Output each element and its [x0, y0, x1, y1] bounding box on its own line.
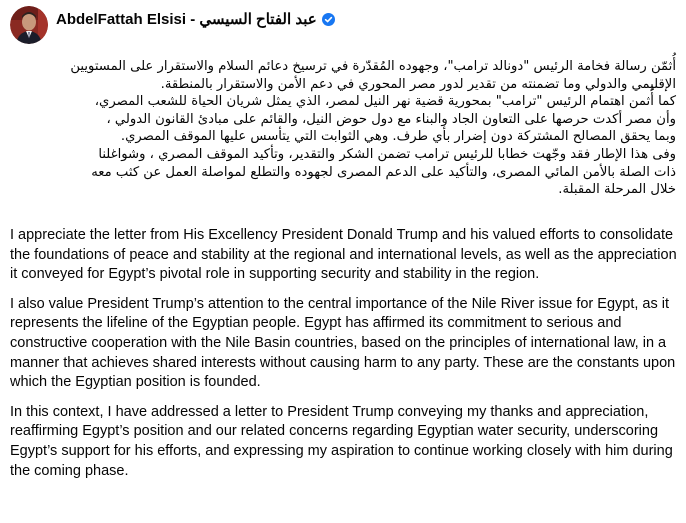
author-name[interactable]: AbdelFattah Elsisi - عبد الفتاح السيسي [56, 11, 317, 28]
english-paragraph: In this context, I have addressed a letter to President Trump conveying my thanks and appreciation, reaffirming Egypt’s position and our related concerns regarding Egyptian water security, underscoring Egypt’s support for his efforts, and expressing my aspiration to continue working closely with him during the coming phase. [10, 403, 673, 479]
arabic-line: خلال المرحلة المقبلة. [558, 182, 676, 198]
arabic-line: كما أُثمن اهتمام الرئيس "ترامب" بمحورية قضية نهر النيل لمصر، الذي يمثل شريان الحياة للشعب المصري، [94, 94, 676, 110]
post-text-arabic [12, 58, 676, 199]
english-paragraph: I also value President Trump’s attention to the central importance of the Nile River issue for Egypt, as it represents the lifeline of the Egyptian people. Egypt has affirmed its commitment to serious and constructive cooperation with the Nile Basin countries, based on the principles of international law, in a manner that achieves shared interests without causing harm to any party. These are the constants upon which the Egyptian position is founded. [10, 295, 676, 391]
arabic-line: وأن مصر أكدت حرصها على التعاون الجاد والبناء مع دول حوض النيل، والقائم على مبادئ القانون الدولي ، [106, 111, 676, 127]
arabic-line: الإقليمي والدولي وما تضمنته من تقدير لدور مصر المحوري في دعم الأمن والاستقرار بالمنطقة. [160, 76, 676, 92]
verified-badge-icon [322, 13, 335, 26]
post-text-english [10, 226, 678, 491]
arabic-line: وفى هذا الإطار فقد وجّهت خطابا للرئيس ترامب تضمن الشكر والتقدير، وتأكيد الموقف المصري ، وشواغلنا [98, 146, 676, 162]
post-header [10, 6, 335, 52]
arabic-line: ذات الصلة بالأمن المائي المصرى، والتأكيد على الدعم المصرى لجهوده والتطلع لمواصلة العمل عن كثب معه [91, 164, 676, 180]
profile-avatar[interactable] [10, 6, 48, 44]
arabic-line: وبما يحقق المصالح المشتركة دون إضرار بأي طرف. وهي الثوابت التي يتأسس عليها الموقف المصري. [120, 129, 676, 145]
avatar-image [10, 6, 48, 44]
arabic-line: أُثمّن رسالة فخامة الرئيس "دونالد ترامب"، وجهوده المُقدّرة في ترسيخ دعائم السلام والاستقرار على المستويين [70, 59, 676, 74]
english-paragraph: I appreciate the letter from His Excellency President Donald Trump and his valued efforts to consolidate the foundations of peace and stability at the regional and international levels, as well as the appreciation it conveyed for Egypt’s pivotal role in supporting security and stability in the region. [10, 227, 677, 283]
author-row [56, 10, 335, 28]
